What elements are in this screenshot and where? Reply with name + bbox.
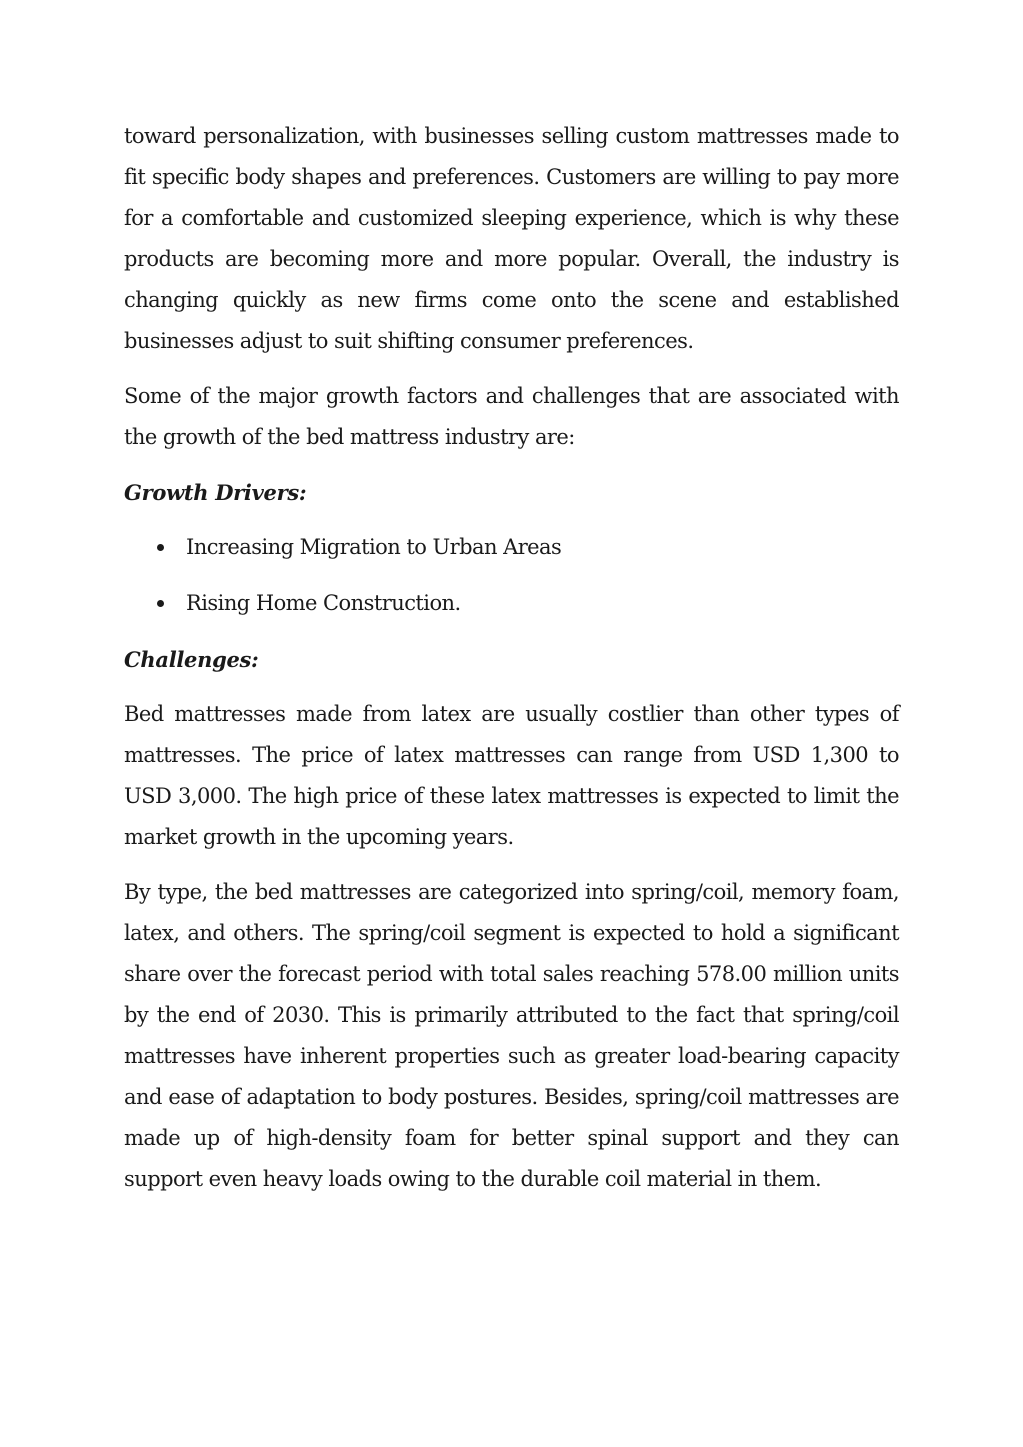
bullet-icon xyxy=(157,544,164,551)
list-item-text: Rising Home Construction. xyxy=(186,591,461,615)
list-item xyxy=(124,527,899,568)
challenges-paragraph: Bed mattresses made from latex are usually costlier than other types of mattresses. The price of latex mattresses can range from USD 1,300 to USD 3,000. The high price of these latex mattresses is expected to limit the market growth in the upcoming years. xyxy=(124,702,899,849)
bullet-icon xyxy=(157,600,164,607)
intro-paragraph: toward personalization, with businesses selling custom mattresses made to fit specific body shapes and preferences. Customers are willing to pay more for a comfortable and customized sleeping experience, which is why these products are becoming more and more popular. Overall, the industry is changing quickly as new firms come onto the scene and established businesses adjust to suit shifting consumer preferences. xyxy=(124,124,899,353)
list-item xyxy=(124,583,899,624)
growth-drivers-list xyxy=(124,527,899,624)
document-page xyxy=(124,116,899,1214)
factors-intro-paragraph: Some of the major growth factors and challenges that are associated with the growth of the bed mattress industry are: xyxy=(124,384,899,449)
segment-paragraph: By type, the bed mattresses are categorized into spring/coil, memory foam, latex, and others. The spring/coil segment is expected to hold a significant share over the forecast period with total sales reaching 578.00 million units by the end of 2030. This is primarily attributed to the fact that spring/coil mattresses have inherent properties such as greater load-bearing capacity and ease of adaptation to body postures. Besides, spring/coil mattresses are made up of high-density foam for better spinal support and they can support even heavy loads owing to the durable coil material in them. xyxy=(124,880,899,1191)
growth-drivers-heading: Growth Drivers: xyxy=(124,480,307,505)
challenges-heading: Challenges: xyxy=(124,647,259,672)
list-item-text: Increasing Migration to Urban Areas xyxy=(186,535,562,559)
